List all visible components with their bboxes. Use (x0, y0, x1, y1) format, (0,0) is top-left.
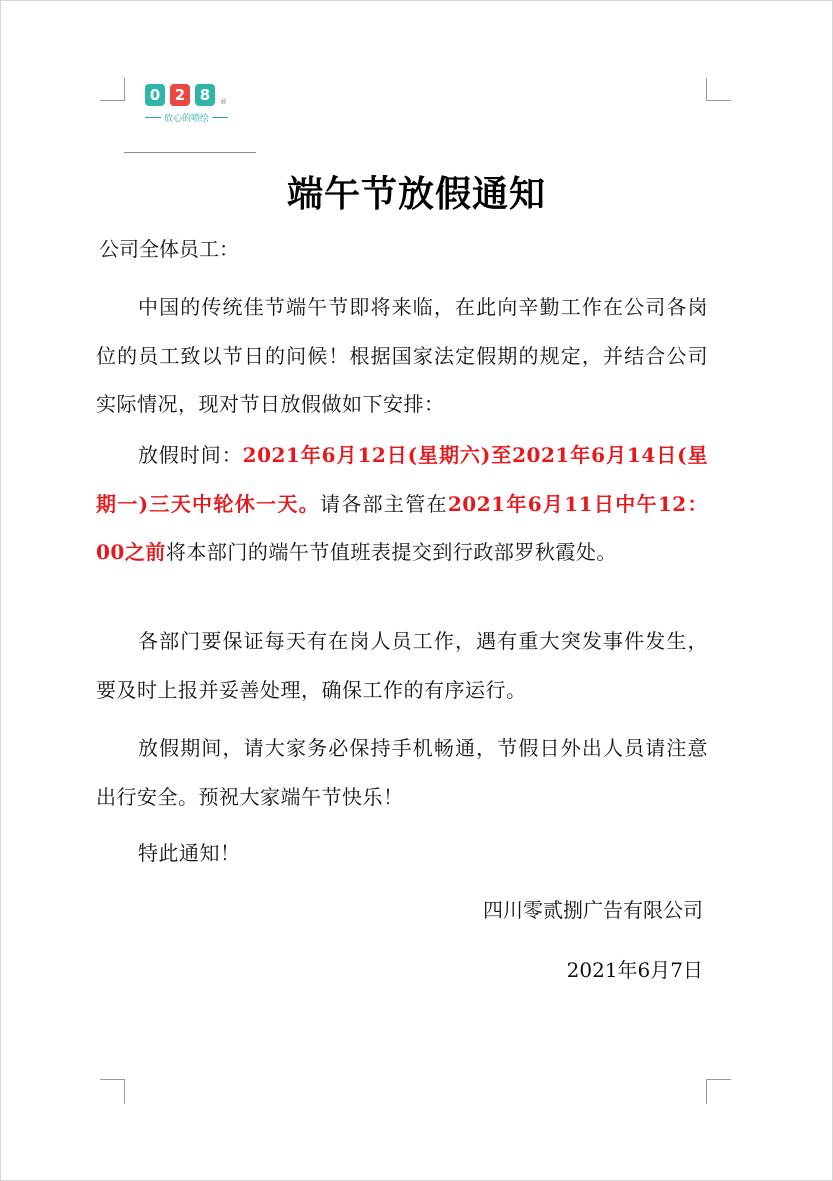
paragraph-holiday-time (96, 431, 708, 577)
logo-tagline (145, 111, 237, 124)
salutation: 公司全体员工： (99, 237, 239, 261)
crop-mark-bottom-right (706, 1079, 731, 1104)
tagline-dash-right (212, 117, 228, 118)
company-signature: 四川零贰捌广告有限公司 (483, 898, 703, 922)
crop-mark-bottom-left (100, 1079, 125, 1104)
holiday-time-label: 放假时间： (138, 443, 243, 467)
tagline-dash-left (145, 117, 161, 118)
deadline-highlight: 2021年6月11日中午12：00之前 (96, 491, 709, 564)
paragraph-closing: 特此通知！ (138, 841, 241, 865)
paragraph-intro: 中国的传统佳节端午节即将来临，在此向辛勤工作在公司各岗位的员工致以节日的问候！根据国家法定假期的规定，并结合公司实际情况，现对节日放假做如下安排： (96, 295, 708, 416)
supervisor-instruction: 请各部主管在 (319, 491, 448, 516)
holiday-dates-highlight: 2021年6月12日(星期六)至2021年6月14日(星期一)三天中轮休一天。 (96, 443, 709, 516)
document-title: 端午节放假通知 (286, 173, 546, 215)
paragraph-duty: 各部门要保证每天有在岗人员工作，遇有重大突发事件发生，要及时上报并妥善处理，确保工作的有序运行。 (96, 629, 708, 702)
submission-instruction: 将本部门的端午节值班表提交到行政部罗秋霞处。 (165, 540, 617, 564)
registered-mark: ® (220, 98, 227, 106)
logo-digit-0: 0 (145, 84, 165, 106)
logo-tagline-text: 放心的喷绘 (164, 114, 210, 124)
header-rule (124, 152, 256, 153)
logo-digit-8: 8 (195, 84, 215, 106)
paragraph-safety: 放假期间，请大家务必保持手机畅通，节假日外出人员请注意出行安全。预祝大家端午节快乐！ (96, 736, 708, 809)
logo-digit-2: 2 (170, 84, 190, 106)
crop-mark-top-left (100, 78, 125, 101)
crop-mark-top-right (706, 78, 731, 101)
company-logo (145, 84, 237, 128)
notice-date: 2021年6月7日 (566, 958, 703, 982)
